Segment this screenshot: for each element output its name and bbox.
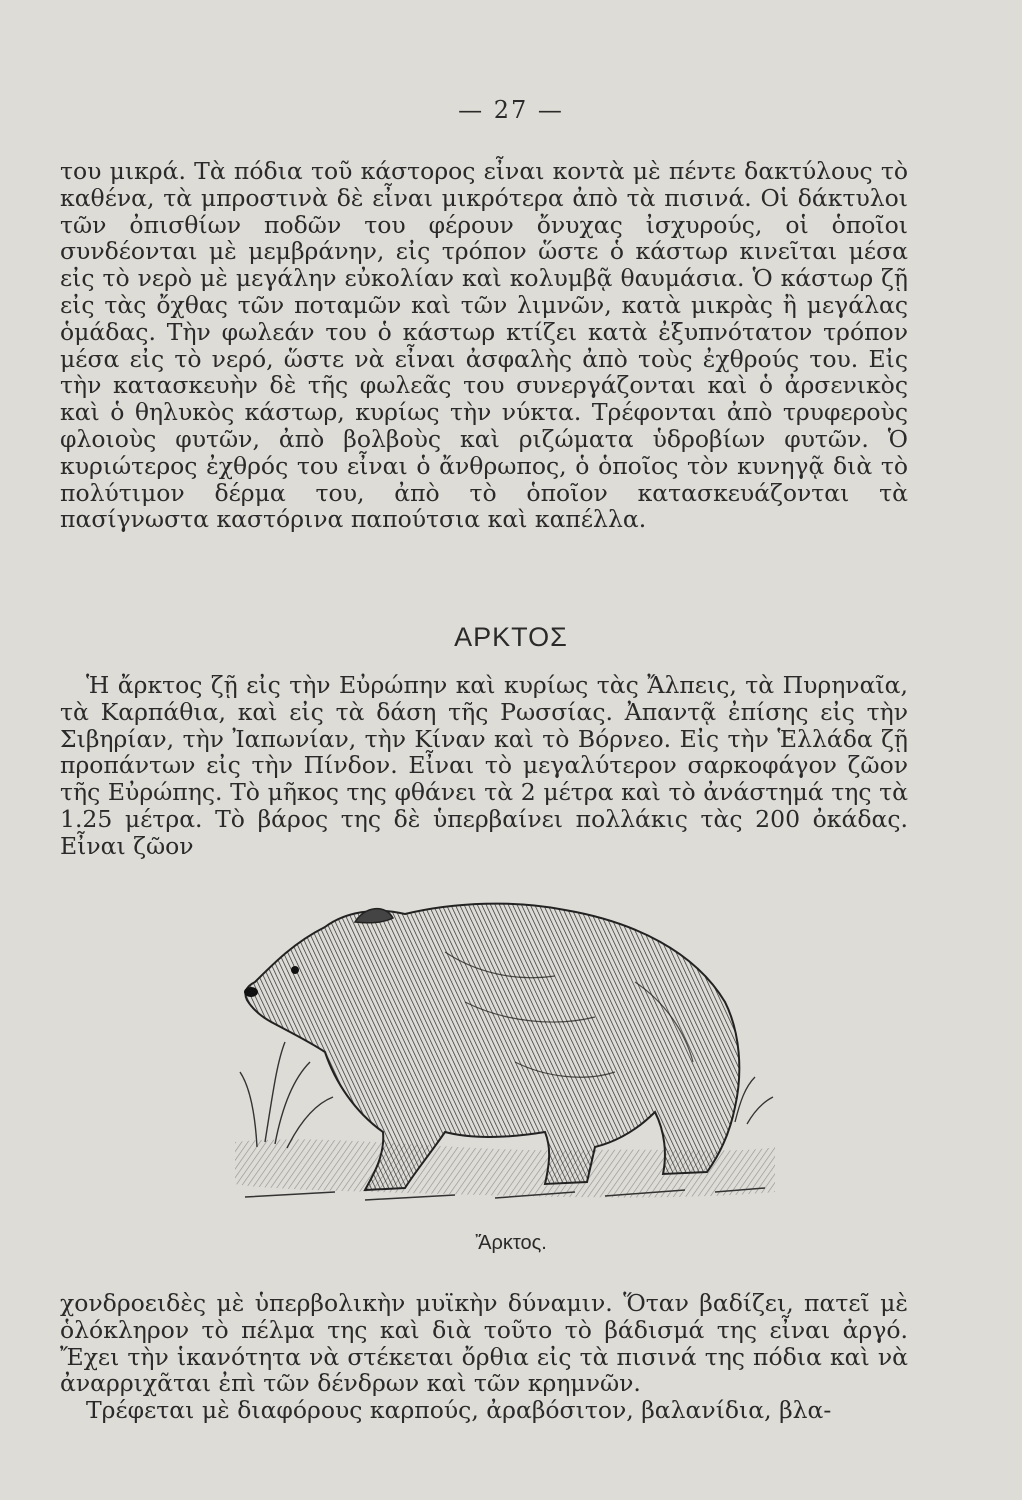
page-number: — 27 — bbox=[458, 96, 564, 124]
bear-paragraph-1: Ἡ ἄρκτος ζῇ εἰς τὴν Εὐρώπην καὶ κυρίως τὰς Ἄλπεις, τὰ Πυρηναῖα, τὰ Καρπάθια, καὶ εἰς τὰ δάση τῆς Ρωσσίας. Ἀπαντᾷ ἐπίσης εἰς τὴν Σιβηρίαν, τὴν Ἰαπωνίαν, τὴν Κίναν καὶ τὸ Βόρνεο. Εἰς τὴν Ἑλλάδα ζῇ προπάντων εἰς τὴν Πίνδον. Εἶναι τὸ μεγαλύτερον σαρκοφάγον ζῶον τῆς Εὐρώπης. Τὸ μῆκος της φθάνει τὰ 2 μέτρα καὶ τὸ ἀνάστημά της τὰ 1.25 μέτρα. Τὸ βάρος της δὲ ὑπερβαίνει πολλάκις τὰς 200 ὀκάδας. Εἶναι ζῶον bbox=[60, 671, 908, 860]
bear-engraving-icon bbox=[215, 892, 785, 1224]
bear-continued-text-block bbox=[60, 1290, 908, 1424]
bear-illustration bbox=[215, 892, 785, 1224]
bear-paragraph-2: χονδροειδὲς μὲ ὑπερβολικὴν μυϊκὴν δύναμιν. Ὅταν βαδίζει, πατεῖ μὲ ὁλόκληρον τὸ πέλμα της καὶ διὰ τοῦτο τὸ βάδισμά της εἶναι ἀργό. Ἔχει τὴν ἱκανότητα νὰ στέκεται ὄρθια εἰς τὰ πισινά της πόδια καὶ νὰ ἀναρριχᾶται ἐπὶ τῶν δένδρων καὶ τῶν κρημνῶν. bbox=[60, 1289, 908, 1398]
section-heading-bear: ΑΡΚΤΟΣ bbox=[454, 622, 568, 652]
bear-intro-text-block bbox=[60, 672, 908, 860]
bear-paragraph-3: Τρέφεται μὲ διαφόρους καρπούς, ἀραβόσιτον, βαλανίδια, βλα- bbox=[86, 1396, 832, 1425]
beaver-text-block bbox=[60, 158, 908, 533]
beaver-paragraph: του μικρά. Τὰ πόδια τοῦ κάστορος εἶναι κοντὰ μὲ πέντε δακτύλους τὸ καθένα, τὰ μπροστινὰ δὲ εἶναι μικρότερα ἀπὸ τὰ πισινά. Οἱ δάκτυλοι τῶν ὀπισθίων ποδῶν του φέρουν ὄνυχας ἰσχυρούς, οἱ ὁποῖοι συνδέονται μὲ μεμβράνην, εἰς τρόπον ὥστε ὁ κάστωρ κινεῖται μέσα εἰς τὸ νερὸ μὲ μεγάλην εὐκολίαν καὶ κολυμβᾷ θαυμάσια. Ὁ κάστωρ ζῇ εἰς τὰς ὄχθας τῶν ποταμῶν καὶ τῶν λιμνῶν, κατὰ μικρὰς ἢ μεγάλας ὁμάδας. Τὴν φωλεάν του ὁ κάστωρ κτίζει κατὰ ἐξυπνότατον τρόπον μέσα εἰς τὸ νερό, ὥστε νὰ εἶναι ἀσφαλὴς ἀπὸ τοὺς ἐχθρούς του. Εἰς τὴν κατασκευὴν δὲ τῆς φωλεᾶς του συνεργάζονται καὶ ὁ ἀρσενικὸς καὶ ὁ θηλυκὸς κάστωρ, κυρίως τὴν νύκτα. Τρέφονται ἀπὸ τρυφεροὺς φλοιοὺς φυτῶν, ἀπὸ βολβοὺς καὶ ριζώματα ὑδροβίων φυτῶν. Ὁ κυριώτερος ἐχθρός του εἶναι ὁ ἄνθρωπος, ὁ ὁποῖος τὸν κυνηγᾷ διὰ τὸ πολύτιμον δέρμα του, ἀπὸ τὸ ὁποῖον κατασκευάζονται τὰ πασίγνωστα καστόρινα παπούτσια καὶ καπέλλα. bbox=[60, 157, 908, 534]
figure-caption: Ἄρκτος. bbox=[475, 1232, 547, 1254]
